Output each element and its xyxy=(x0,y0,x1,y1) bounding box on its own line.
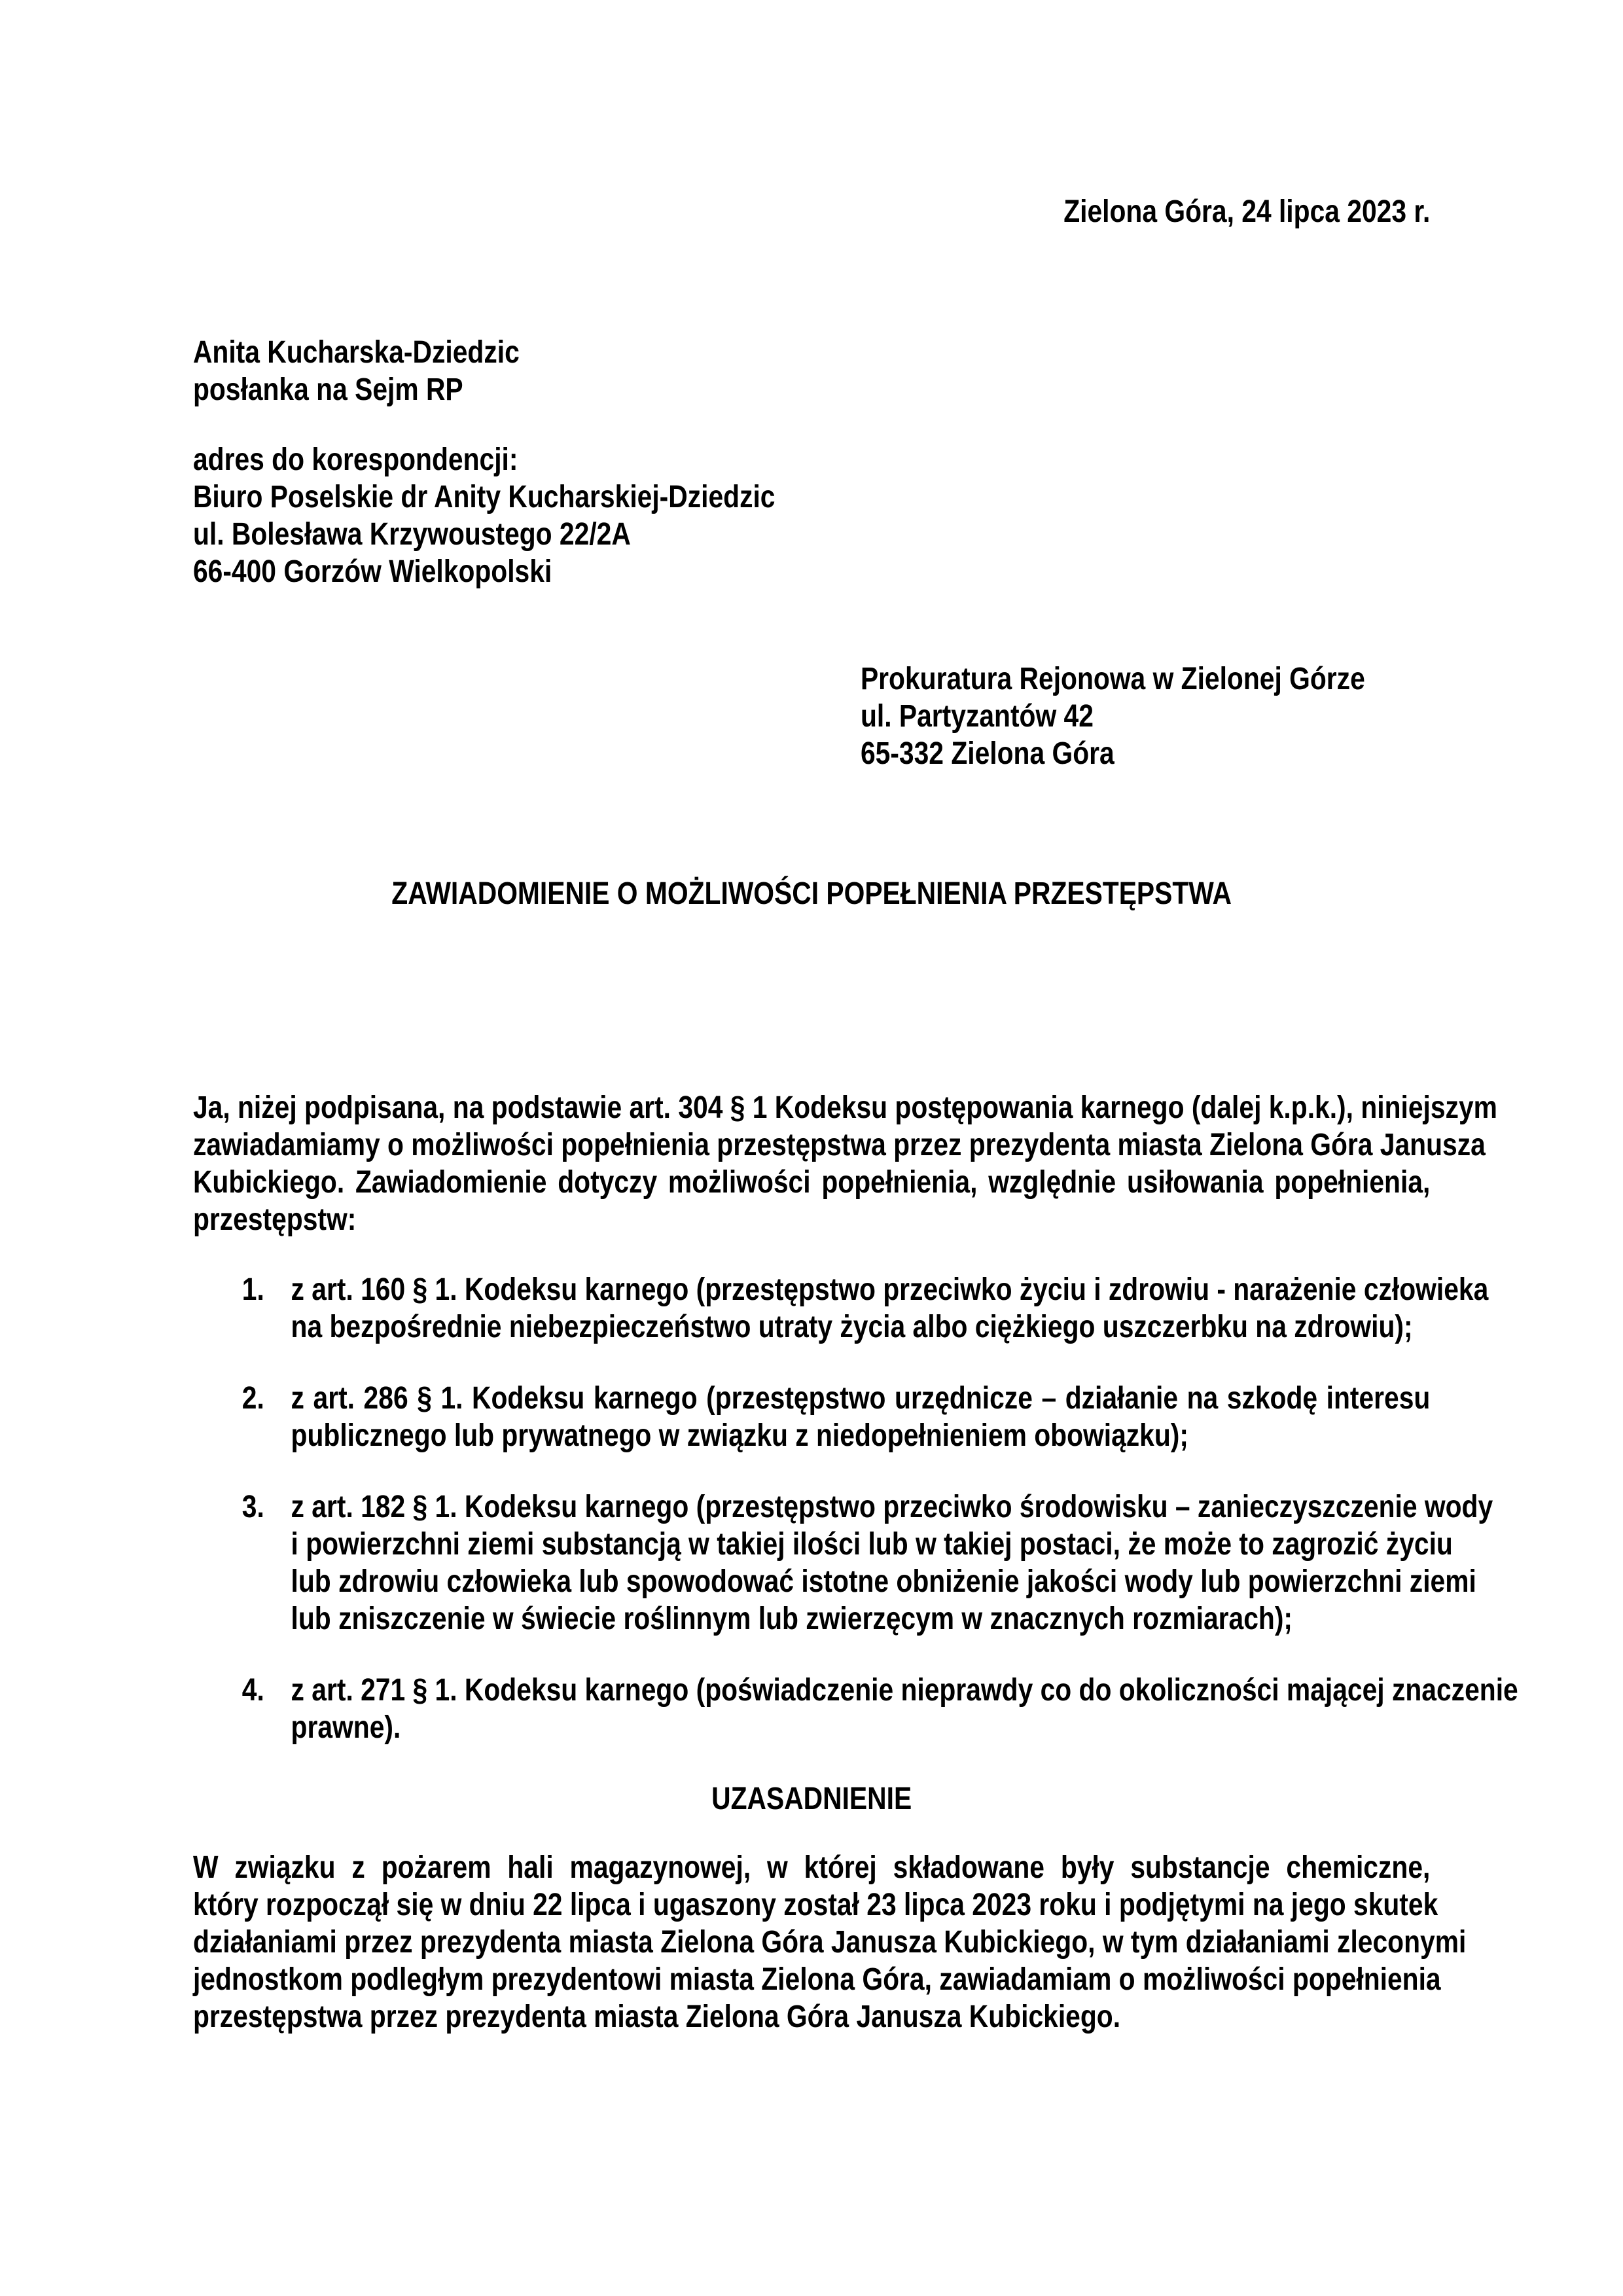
text-line: Ja, niżej podpisana, na podstawie art. 304 § 1 Kodeksu postępowania karnego (dalej k.p.k.), niniejszym xyxy=(192,1090,1497,1125)
offense-list xyxy=(193,1271,1518,1746)
text-line: który rozpoczął się w dniu 22 lipca i ugaszony został 23 lipca 2023 roku i podjętymi na jego skutek xyxy=(192,1888,1438,1922)
text-line: Biuro Poselskie dr Anity Kucharskiej-Dziedzic xyxy=(192,480,776,514)
text-line: 65-332 Zielona Góra xyxy=(860,736,1115,771)
offense-number: 4. xyxy=(241,1673,264,1708)
text-line: z art. 160 § 1. Kodeksu karnego (przestępstwo przeciwko życiu i zdrowiu - narażenie człowieka xyxy=(291,1272,1489,1307)
justification-paragraph xyxy=(192,1849,1467,2036)
text-line: Kubickiego. Zawiadomienie dotyczy możliwości popełnienia, względnie usiłowania popełnienia, xyxy=(192,1165,1431,1200)
text-line: z art. 286 § 1. Kodeksu karnego (przestępstwo urzędnicze – działanie na szkodę interesu xyxy=(291,1381,1431,1416)
document-title: ZAWIADOMIENIE O MOŻLIWOŚCI POPEŁNIENIA PRZESTĘPSTWA xyxy=(391,876,1232,911)
text-line: i powierzchni ziemi substancją w takiej ilości lub w takiej postaci, że może to zagrozić życiu xyxy=(291,1527,1453,1562)
section-heading-uzasadnienie: UZASADNIENIE xyxy=(711,1782,912,1816)
offense-text xyxy=(291,1672,1518,1746)
offense-item xyxy=(193,1488,1493,1638)
offense-number: 3. xyxy=(241,1490,264,1524)
text-line: na bezpośrednie niebezpieczeństwo utraty życia albo ciężkiego uszczerbku na zdrowiu); xyxy=(291,1310,1413,1344)
text-line: lub zniszczenie w świecie roślinnym lub zwierzęcym w znacznych rozmiarach); xyxy=(291,1602,1293,1636)
text-line: jednostkom podległym prezydentowi miasta Zielona Góra, zawiadamiam o możliwości popełnienia xyxy=(192,1962,1441,1997)
intro-paragraph xyxy=(192,1089,1497,1238)
correspondence-address-label: adres do korespondencji: xyxy=(192,442,518,477)
correspondence-address-lines xyxy=(193,478,1430,590)
offense-text xyxy=(291,1380,1431,1454)
text-line: przestępstwa przez prezydenta miasta Zielona Góra Janusza Kubickiego. xyxy=(192,2000,1121,2034)
text-line: działaniami przez prezydenta miasta Zielona Góra Janusza Kubickiego, w tym działaniami zleconymi xyxy=(192,1925,1467,1960)
offense-item xyxy=(193,1271,1489,1346)
offense-item xyxy=(193,1672,1518,1746)
sender-name: Anita Kucharska-Dziedzic xyxy=(192,335,520,370)
date-line: Zielona Góra, 24 lipca 2023 r. xyxy=(1063,194,1431,229)
correspondence-address-block xyxy=(193,441,1430,590)
offense-text xyxy=(291,1271,1489,1346)
text-line: publicznego lub prywatnego w związku z niedopełnieniem obowiązku); xyxy=(291,1418,1188,1453)
text-line: Prokuratura Rejonowa w Zielonej Górze xyxy=(860,662,1365,696)
text-line: prawne). xyxy=(291,1710,401,1745)
offense-number: 2. xyxy=(241,1381,264,1416)
text-line: 66-400 Gorzów Wielkopolski xyxy=(192,554,552,589)
text-line: przestępstw: xyxy=(192,1202,357,1237)
text-line: lub zdrowiu człowieka lub spowodować istotne obniżenie jakości wody lub powierzchni ziemi xyxy=(291,1564,1476,1599)
text-line: zawiadamiamy o możliwości popełnienia przestępstwa przez prezydenta miasta Zielona Góra Janusza xyxy=(192,1128,1486,1162)
text-line: z art. 271 § 1. Kodeksu karnego (poświadczenie nieprawdy co do okoliczności mającej znaczenie xyxy=(291,1673,1518,1708)
sender-role: posłanka na Sejm RP xyxy=(192,372,463,407)
text-line: W związku z pożarem hali magazynowej, w której składowane były substancje chemiczne, xyxy=(192,1850,1431,1885)
offense-item xyxy=(193,1380,1430,1454)
offense-text xyxy=(291,1488,1493,1638)
sender-block xyxy=(193,334,1430,408)
offense-number: 1. xyxy=(241,1272,264,1307)
text-line: ul. Bolesława Krzywoustego 22/2A xyxy=(192,517,631,552)
text-line: ul. Partyzantów 42 xyxy=(860,699,1094,734)
text-line: z art. 182 § 1. Kodeksu karnego (przestępstwo przeciwko środowisku – zanieczyszczenie wody xyxy=(291,1490,1493,1524)
recipient-address-block xyxy=(861,660,1430,772)
